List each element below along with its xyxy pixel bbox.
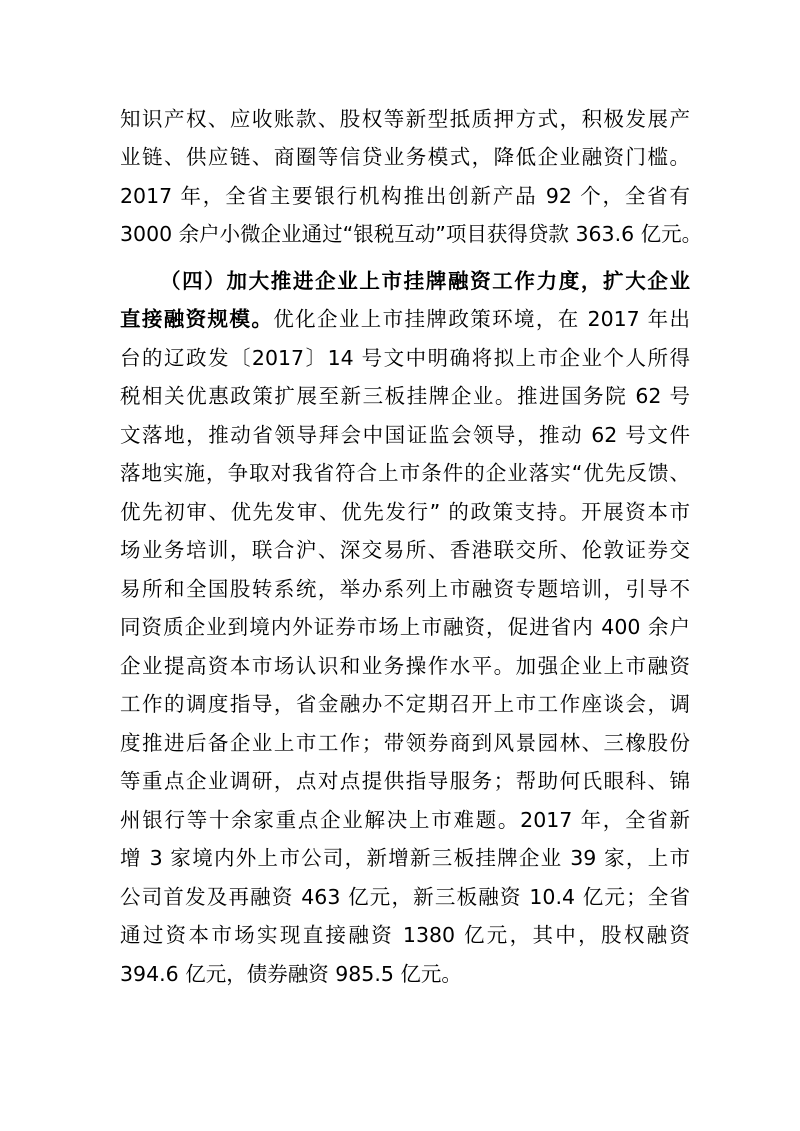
body-line-13: 易所和全国股转系统，举办系列上市融资专题培训，引导不 [120,577,690,601]
body-line-9: 文落地，推动省领导拜会中国证监会领导，推动 62 号文件 [120,423,690,447]
body-line-2: 业链、供应链、商圈等信贷业务模式，降低企业融资门槛。 [120,145,690,169]
body-line-4: 3000 余户小微企业通过“银税互动”项目获得贷款 363.6 亿元。 [120,222,703,246]
body-line-10: 落地实施，争取对我省符合上市条件的企业落实“优先反馈、 [120,461,690,485]
body-line-14: 同资质企业到境内外证券市场上市融资，促进省内 400 余户 [120,615,690,639]
section-heading-tail: 直接融资规模。 [120,307,274,331]
body-line-22: 通过资本市场实现直接融资 1380 亿元，其中，股权融资 [120,923,690,947]
body-line-21: 公司首发及再融资 463 亿元，新三板融资 10.4 亿元；全省 [120,885,690,909]
body-line-20: 增 3 家境内外上市公司，新增新三板挂牌企业 39 家，上市 [120,846,690,870]
body-line-18: 等重点企业调研，点对点提供指导服务；帮助何氏眼科、锦 [120,769,690,793]
body-line-23: 394.6 亿元，债券融资 985.5 亿元。 [120,962,462,986]
section-heading-line-2 [120,304,690,334]
body-line-1: 知识产权、应收账款、股权等新型抵质押方式，积极发展产 [120,107,690,131]
body-line-16: 工作的调度指导，省金融办不定期召开上市工作座谈会，调 [120,692,690,716]
body-line-17: 度推进后备企业上市工作；带领券商到风景园林、三橡股份 [120,731,690,755]
body-line-11: 优先初审、优先发审、优先发行” 的政策支持。开展资本市 [120,500,690,524]
section-heading-line-1: （四）加大推进企业上市挂牌融资工作力度，扩大企业 [160,269,690,293]
body-line-12: 场业务培训，联合沪、深交易所、香港联交所、伦敦证券交 [120,538,690,562]
body-line-8: 税相关优惠政策扩展至新三板挂牌企业。推进国务院 62 号 [120,384,690,408]
body-line-15: 企业提高资本市场认识和业务操作水平。加强企业上市融资 [120,654,690,678]
body-line-3: 2017 年，全省主要银行机构推出创新产品 92 个，全省有 [120,184,690,208]
body-line-19: 州银行等十余家重点企业解决上市难题。2017 年，全省新 [120,808,690,832]
body-line-6-text: 优化企业上市挂牌政策环境，在 2017 年出 [273,307,691,331]
body-line-7: 台的辽政发〔2017〕14 号文中明确将拟上市企业个人所得 [120,346,690,370]
